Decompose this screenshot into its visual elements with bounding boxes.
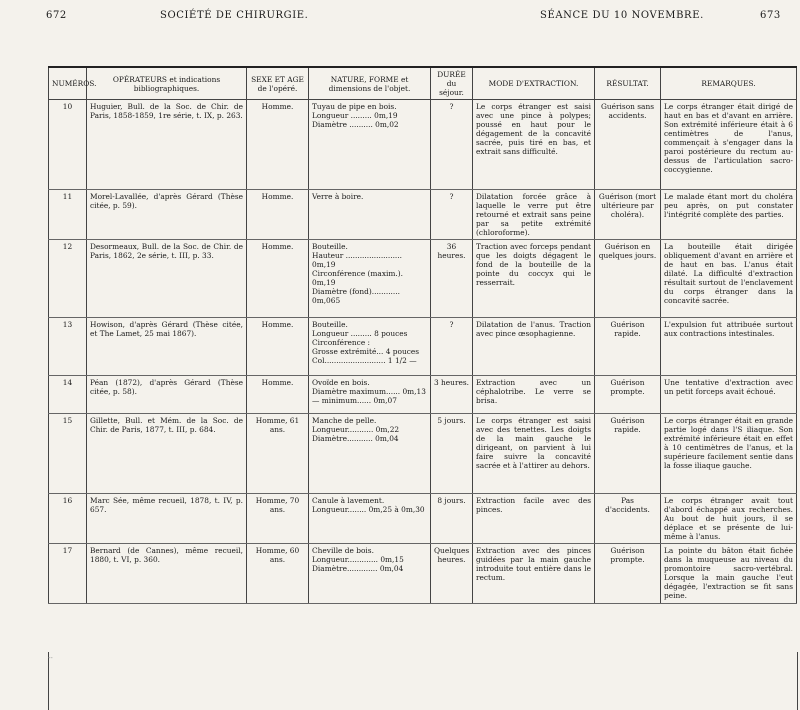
case-number: 16: [49, 494, 87, 544]
case-object: Verre à boire.: [309, 190, 431, 240]
case-mode: Extraction avec des pinces guidées par la main gauche introduite tout entière dans le rectum.: [473, 544, 595, 604]
case-object: Bouteille. Longueur ......... 8 pouces Circonférence : Grosse extrémité... 4 pouces Col.......................... 1 1/2 —: [309, 318, 431, 376]
case-operator: Gillette, Bull. et Mém. de la Soc. de Chir. de Paris, 1877, t. III, p. 684.: [87, 414, 247, 494]
case-duration: ?: [431, 318, 473, 376]
col-header-result: RÉSULTAT.: [595, 67, 661, 100]
page-edge-mark: --: [48, 654, 53, 662]
table-row: [49, 544, 797, 604]
case-result: Guérison prompte.: [595, 376, 661, 414]
case-remarks: Le corps étranger avait tout d'abord échappé aux recherches. Au bout de huit jours, il se déplace et se présente de lui-même à l'anus.: [661, 494, 797, 544]
case-sex-age: Homme, 60 ans.: [247, 544, 309, 604]
case-remarks: L'expulsion fut attribuée surtout aux contractions intestinales.: [661, 318, 797, 376]
case-result: Pas d'accidents.: [595, 494, 661, 544]
case-operator: Huguier, Bull. de la Soc. de Chir. de Paris, 1858-1859, 1re série, t. IX, p. 263.: [87, 100, 247, 190]
case-remarks: Le corps étranger était en grande partie logé dans l'S iliaque. Son extrémité inférieure était en effet à 10 centimètres de l'anus, et la supérieure facilement sentie dans la fosse iliaque gauche.: [661, 414, 797, 494]
cases-table: [48, 66, 797, 604]
case-result: Guérison (mort ultérieure par choléra).: [595, 190, 661, 240]
case-number: 11: [49, 190, 87, 240]
table-row: [49, 414, 797, 494]
case-mode: Le corps étranger est saisi avec une pince à polypes; poussé en haut pour le dégagement de la concavité sacrée, puis tiré en bas, et extrait sans difficulté.: [473, 100, 595, 190]
case-operator: Marc Sée, même recueil, 1878, t. IV, p. 657.: [87, 494, 247, 544]
case-number: 12: [49, 240, 87, 318]
col-header-operators: OPÉRATEURS et indications bibliographiques.: [87, 67, 247, 100]
table-row: [49, 190, 797, 240]
case-duration: 8 jours.: [431, 494, 473, 544]
case-object: Bouteille. Hauteur ........................ 0m,19 Circonférence (maxim.). 0m,19 Diamètre (fond)............ 0m,065: [309, 240, 431, 318]
case-remarks: La bouteille était dirigée obliquement d'avant en arrière et de haut en bas. L'anus était dilaté. La difficulté d'extraction résultait surtout de l'enclavement du corps étranger dans la concavité sacrée.: [661, 240, 797, 318]
running-title-right: SÉANCE DU 10 NOVEMBRE.: [540, 10, 704, 21]
table-row: [49, 318, 797, 376]
table-row: [49, 376, 797, 414]
case-remarks: Le corps étranger était dirigé de haut en bas et d'avant en arrière. Son extrémité inférieure était à 6 centimètres de l'anus, commençait à s'engager dans la paroi postérieure du rectum au-dessus de l'articulation sacro-coccygienne.: [661, 100, 797, 190]
col-header-mode: MODE D'EXTRACTION.: [473, 67, 595, 100]
case-sex-age: Homme.: [247, 240, 309, 318]
table-row: [49, 100, 797, 190]
case-result: Guérison rapide.: [595, 414, 661, 494]
running-title-left: SOCIÉTÉ DE CHIRURGIE.: [160, 10, 309, 21]
case-remarks: Une tentative d'extraction avec un petit forceps avait échoué.: [661, 376, 797, 414]
case-sex-age: Homme, 61 ans.: [247, 414, 309, 494]
case-sex-age: Homme.: [247, 376, 309, 414]
case-duration: Quelques heures.: [431, 544, 473, 604]
case-number: 13: [49, 318, 87, 376]
table-header-row: [49, 67, 797, 100]
case-operator: Howison, d'après Gérard (Thèse citée, et The Lamet, 25 mai 1867).: [87, 318, 247, 376]
case-number: 14: [49, 376, 87, 414]
case-remarks: La pointe du bâton était fichée dans la muqueuse au niveau du promontoire sacro-vertébral. Lorsque la main gauche l'eut dégagée, l'extraction se fit sans peine.: [661, 544, 797, 604]
case-result: Guérison sans accidents.: [595, 100, 661, 190]
case-number: 10: [49, 100, 87, 190]
case-mode: Traction avec forceps pendant que les doigts dégagent le fond de la bouteille de la pointe du coccyx qui le resserrait.: [473, 240, 595, 318]
case-operator: Morel-Lavallée, d'après Gérard (Thèse citée, p. 59).: [87, 190, 247, 240]
case-duration: 36 heures.: [431, 240, 473, 318]
table-row: [49, 494, 797, 544]
case-sex-age: Homme, 70 ans.: [247, 494, 309, 544]
case-mode: Dilatation forcée grâce à laquelle le verre put être retourné et extrait sans peine par sa petite extrémité (chloroforme).: [473, 190, 595, 240]
page-number-right: 673: [760, 10, 781, 21]
case-duration: ?: [431, 100, 473, 190]
case-operator: Péan (1872), d'après Gérard (Thèse citée, p. 58).: [87, 376, 247, 414]
case-mode: Dilatation de l'anus. Traction avec pince œsophagienne.: [473, 318, 595, 376]
table-row: [49, 240, 797, 318]
case-object: Tuyau de pipe en bois. Longueur ......... 0m,19 Diamètre .......... 0m,02: [309, 100, 431, 190]
table-bottom-space: [48, 652, 798, 710]
case-result: Guérison rapide.: [595, 318, 661, 376]
case-sex-age: Homme.: [247, 190, 309, 240]
case-mode: Extraction avec un céphalotribe. Le verre se brisa.: [473, 376, 595, 414]
case-sex-age: Homme.: [247, 100, 309, 190]
col-header-sex-age: SEXE ET AGE de l'opéré.: [247, 67, 309, 100]
case-number: 15: [49, 414, 87, 494]
case-duration: ?: [431, 190, 473, 240]
case-duration: 5 jours.: [431, 414, 473, 494]
col-header-duration: DURÉE du séjour.: [431, 67, 473, 100]
case-remarks: Le malade étant mort du choléra peu après, on put constater l'intégrité complète des parties.: [661, 190, 797, 240]
case-mode: Extraction facile avec des pinces.: [473, 494, 595, 544]
case-result: Guérison prompte.: [595, 544, 661, 604]
case-sex-age: Homme.: [247, 318, 309, 376]
case-object: Ovoïde en bois. Diamètre maximum...... 0m,13 — minimum...... 0m,07: [309, 376, 431, 414]
col-header-object: NATURE, FORME et dimensions de l'objet.: [309, 67, 431, 100]
page-number-left: 672: [46, 10, 67, 21]
case-result: Guérison en quelques jours.: [595, 240, 661, 318]
col-header-number: NUMÉROS.: [49, 67, 87, 100]
case-object: Cheville de bois. Longueur............. 0m,15 Diamètre............. 0m,04: [309, 544, 431, 604]
case-operator: Desormeaux, Bull. de la Soc. de Chir. de Paris, 1862, 2e série, t. III, p. 33.: [87, 240, 247, 318]
case-mode: Le corps étranger est saisi avec des tenettes. Les doigts de la main gauche le dirigeant, on parvient à lui faire suivre la concavité sacrée et à l'attirer au dehors.: [473, 414, 595, 494]
case-object: Canule à lavement. Longueur........ 0m,25 à 0m,30: [309, 494, 431, 544]
case-duration: 3 heures.: [431, 376, 473, 414]
case-number: 17: [49, 544, 87, 604]
case-object: Manche de pelle. Longueur........... 0m,22 Diamètre........... 0m,04: [309, 414, 431, 494]
col-header-remarks: REMARQUES.: [661, 67, 797, 100]
case-operator: Bernard (de Cannes), même recueil, 1880, t. VI, p. 360.: [87, 544, 247, 604]
